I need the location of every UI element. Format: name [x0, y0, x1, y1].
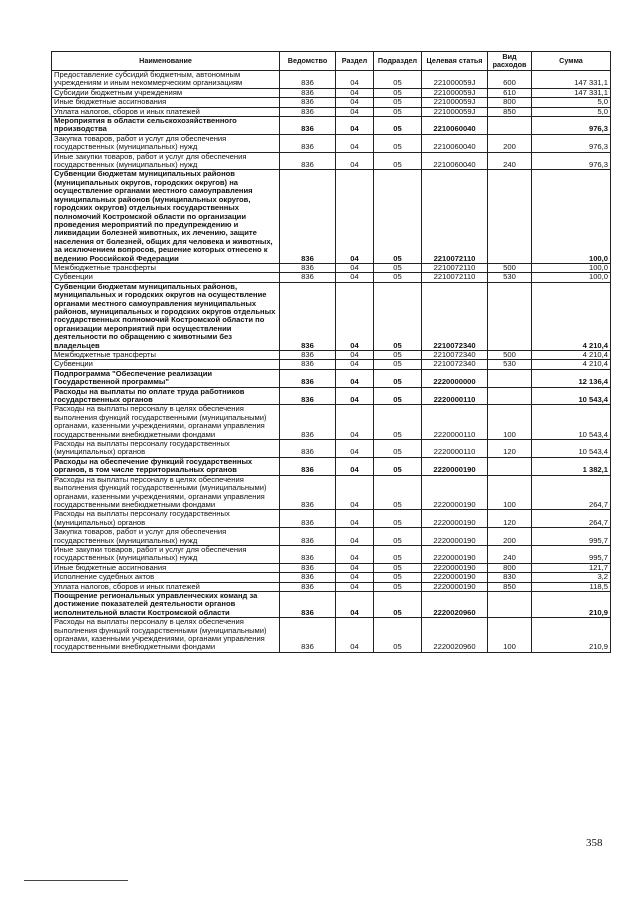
cell-tselevaya-statya: 2210072110 — [422, 263, 488, 272]
cell-tselevaya-statya: 2210072340 — [422, 282, 488, 350]
cell-summa: 100,0 — [532, 273, 611, 282]
table-row — [52, 351, 611, 360]
cell-razdel: 04 — [336, 360, 374, 369]
cell-vedomstvo: 836 — [280, 107, 336, 116]
cell-vid-raskhodov: 500 — [488, 263, 532, 272]
cell-vedomstvo: 836 — [280, 582, 336, 591]
cell-name: Предоставление субсидий бюджетным, автономным учреждениям и иным некоммерческим организациям — [52, 71, 280, 89]
cell-tselevaya-statya: 2220000190 — [422, 510, 488, 528]
table-row — [52, 170, 611, 263]
cell-name: Подпрограмма "Обеспечение реализации Государственной программы" — [52, 369, 280, 387]
cell-summa: 210,9 — [532, 591, 611, 617]
cell-name: Субвенции бюджетам муниципальных районов (муниципальных округов, городских округов) на осуществление органами местного самоуправления муниципальных районов (муниципальных округов, городских округов) отдельных государственных полномочий Костромской области по организации проведения мероприятий по предупреждению и ликвидации болезней животных, их лечению, защите населения от болезней, общих для человека и животных, за исключением вопросов, решение которых отнесено к ведению Российской Федерации — [52, 170, 280, 263]
cell-tselevaya-statya: 2220000000 — [422, 369, 488, 387]
cell-podrazdel: 05 — [374, 387, 422, 405]
header-podrazdel: Подраздел — [374, 52, 422, 71]
cell-razdel: 04 — [336, 457, 374, 475]
cell-tselevaya-statya: 2220000190 — [422, 563, 488, 572]
cell-summa: 4 210,4 — [532, 351, 611, 360]
table-row — [52, 457, 611, 475]
cell-name: Поощрение региональных управленческих команд за достижение показателей деятельности органов исполнительной власти Костромской области — [52, 591, 280, 617]
cell-name: Субсидии бюджетным учреждениям — [52, 88, 280, 97]
cell-podrazdel: 05 — [374, 618, 422, 653]
cell-vid-raskhodov: 100 — [488, 618, 532, 653]
cell-summa: 995,7 — [532, 528, 611, 546]
cell-tselevaya-statya: 2220000190 — [422, 457, 488, 475]
cell-tselevaya-statya: 2220000110 — [422, 387, 488, 405]
cell-vedomstvo: 836 — [280, 563, 336, 572]
cell-summa: 100,0 — [532, 170, 611, 263]
cell-tselevaya-statya: 2210072340 — [422, 351, 488, 360]
cell-name: Субвенции — [52, 273, 280, 282]
cell-razdel: 04 — [336, 351, 374, 360]
cell-name: Расходы на выплаты персоналу в целях обеспечения выполнения функций государственными (муниципальными) органами, казенными учреждениями, органами управления государственными внебюджетными фондами — [52, 405, 280, 440]
cell-name: Расходы на выплаты персоналу государственных (муниципальных) органов — [52, 440, 280, 458]
cell-podrazdel: 05 — [374, 563, 422, 572]
cell-podrazdel: 05 — [374, 369, 422, 387]
cell-vedomstvo: 836 — [280, 618, 336, 653]
cell-podrazdel: 05 — [374, 591, 422, 617]
cell-vedomstvo: 836 — [280, 273, 336, 282]
cell-tselevaya-statya: 2220000110 — [422, 405, 488, 440]
cell-podrazdel: 05 — [374, 98, 422, 107]
header-razdel: Раздел — [336, 52, 374, 71]
cell-podrazdel: 05 — [374, 528, 422, 546]
cell-vid-raskhodov: 850 — [488, 107, 532, 116]
cell-razdel: 04 — [336, 71, 374, 89]
header-vid-raskhodov: Вид расходов — [488, 52, 532, 71]
cell-vedomstvo: 836 — [280, 591, 336, 617]
cell-razdel: 04 — [336, 107, 374, 116]
table-row — [52, 405, 611, 440]
cell-name: Иные закупки товаров, работ и услуг для обеспечения государственных (муниципальных) нужд — [52, 545, 280, 563]
cell-vedomstvo: 836 — [280, 510, 336, 528]
cell-tselevaya-statya: 2210060040 — [422, 134, 488, 152]
table-row — [52, 273, 611, 282]
cell-podrazdel: 05 — [374, 351, 422, 360]
cell-razdel: 04 — [336, 98, 374, 107]
cell-vid-raskhodov: 100 — [488, 405, 532, 440]
cell-name: Мероприятия в области сельскохозяйственного производства — [52, 117, 280, 135]
cell-vedomstvo: 836 — [280, 152, 336, 170]
cell-summa: 976,3 — [532, 117, 611, 135]
cell-summa: 264,7 — [532, 510, 611, 528]
cell-vid-raskhodov — [488, 369, 532, 387]
table-row — [52, 71, 611, 89]
cell-tselevaya-statya: 2220000190 — [422, 573, 488, 582]
cell-podrazdel: 05 — [374, 282, 422, 350]
cell-razdel: 04 — [336, 405, 374, 440]
cell-name: Субвенции бюджетам муниципальных районов, муниципальных и городских округов на осуществление органами местного самоуправления муниципальных районов, муниципальных и городских округов отдельных государственных полномочий Костромской области по организации мероприятий при осуществлении деятельности по обращению с животными без владельцев — [52, 282, 280, 350]
cell-name: Субвенции — [52, 360, 280, 369]
cell-vedomstvo: 836 — [280, 88, 336, 97]
cell-vid-raskhodov: 500 — [488, 351, 532, 360]
header-tselevaya-statya: Целевая статья — [422, 52, 488, 71]
cell-name: Расходы на обеспечение функций государственных органов, в том числе территориальных органов — [52, 457, 280, 475]
cell-name: Расходы на выплаты персоналу государственных (муниципальных) органов — [52, 510, 280, 528]
cell-vedomstvo: 836 — [280, 282, 336, 350]
cell-podrazdel: 05 — [374, 134, 422, 152]
cell-razdel: 04 — [336, 563, 374, 572]
cell-vedomstvo: 836 — [280, 405, 336, 440]
cell-razdel: 04 — [336, 152, 374, 170]
cell-summa: 264,7 — [532, 475, 611, 510]
cell-name: Иные закупки товаров, работ и услуг для обеспечения государственных (муниципальных) нужд — [52, 152, 280, 170]
cell-summa: 5,0 — [532, 98, 611, 107]
cell-vedomstvo: 836 — [280, 528, 336, 546]
cell-vid-raskhodov: 800 — [488, 98, 532, 107]
cell-vedomstvo: 836 — [280, 263, 336, 272]
cell-summa: 3,2 — [532, 573, 611, 582]
cell-summa: 1 382,1 — [532, 457, 611, 475]
cell-podrazdel: 05 — [374, 117, 422, 135]
cell-podrazdel: 05 — [374, 360, 422, 369]
cell-summa: 121,7 — [532, 563, 611, 572]
cell-name: Исполнение судебных актов — [52, 573, 280, 582]
cell-tselevaya-statya: 2210072110 — [422, 273, 488, 282]
cell-podrazdel: 05 — [374, 273, 422, 282]
cell-podrazdel: 05 — [374, 440, 422, 458]
cell-name: Закупка товаров, работ и услуг для обеспечения государственных (муниципальных) нужд — [52, 528, 280, 546]
cell-tselevaya-statya: 221000059J — [422, 98, 488, 107]
cell-tselevaya-statya: 2210060040 — [422, 117, 488, 135]
table-row — [52, 360, 611, 369]
cell-vedomstvo: 836 — [280, 387, 336, 405]
cell-tselevaya-statya: 2220020960 — [422, 591, 488, 617]
cell-name: Расходы на выплаты по оплате труда работников государственных органов — [52, 387, 280, 405]
cell-summa: 147 331,1 — [532, 71, 611, 89]
cell-summa: 995,7 — [532, 545, 611, 563]
cell-podrazdel: 05 — [374, 152, 422, 170]
cell-tselevaya-statya: 2210060040 — [422, 152, 488, 170]
cell-vid-raskhodov — [488, 387, 532, 405]
cell-razdel: 04 — [336, 263, 374, 272]
cell-vid-raskhodov: 240 — [488, 545, 532, 563]
cell-podrazdel: 05 — [374, 545, 422, 563]
table-body — [52, 71, 611, 653]
header-summa: Сумма — [532, 52, 611, 71]
table-row — [52, 618, 611, 653]
footnote-rule — [24, 880, 128, 881]
cell-podrazdel: 05 — [374, 510, 422, 528]
cell-vid-raskhodov: 850 — [488, 582, 532, 591]
table-row — [52, 98, 611, 107]
cell-tselevaya-statya: 2210072110 — [422, 170, 488, 263]
cell-razdel: 04 — [336, 528, 374, 546]
cell-vedomstvo: 836 — [280, 360, 336, 369]
cell-vedomstvo: 836 — [280, 573, 336, 582]
cell-vedomstvo: 836 — [280, 369, 336, 387]
cell-vid-raskhodov — [488, 170, 532, 263]
cell-tselevaya-statya: 2220000190 — [422, 545, 488, 563]
budget-table — [51, 51, 611, 653]
cell-vid-raskhodov: 120 — [488, 510, 532, 528]
cell-summa: 4 210,4 — [532, 282, 611, 350]
cell-tselevaya-statya: 2220000190 — [422, 582, 488, 591]
cell-podrazdel: 05 — [374, 170, 422, 263]
cell-razdel: 04 — [336, 591, 374, 617]
cell-vid-raskhodov: 830 — [488, 573, 532, 582]
cell-podrazdel: 05 — [374, 71, 422, 89]
table-row — [52, 545, 611, 563]
cell-name: Расходы на выплаты персоналу в целях обеспечения выполнения функций государственными (муниципальными) органами, казенными учреждениями, органами управления государственными внебюджетными фондами — [52, 618, 280, 653]
cell-vedomstvo: 836 — [280, 134, 336, 152]
table-row — [52, 134, 611, 152]
table-row — [52, 510, 611, 528]
cell-razdel: 04 — [336, 618, 374, 653]
cell-name: Межбюджетные трансферты — [52, 263, 280, 272]
cell-razdel: 04 — [336, 282, 374, 350]
table-row — [52, 117, 611, 135]
cell-summa: 10 543,4 — [532, 405, 611, 440]
table-row — [52, 475, 611, 510]
cell-name: Межбюджетные трансферты — [52, 351, 280, 360]
cell-tselevaya-statya: 221000059J — [422, 107, 488, 116]
cell-name: Уплата налогов, сборов и иных платежей — [52, 582, 280, 591]
cell-tselevaya-statya: 2210072340 — [422, 360, 488, 369]
cell-razdel: 04 — [336, 510, 374, 528]
cell-vedomstvo: 836 — [280, 475, 336, 510]
cell-vid-raskhodov: 610 — [488, 88, 532, 97]
cell-tselevaya-statya: 221000059J — [422, 88, 488, 97]
cell-summa: 100,0 — [532, 263, 611, 272]
table-header-row — [52, 52, 611, 71]
cell-vid-raskhodov: 100 — [488, 475, 532, 510]
cell-summa: 12 136,4 — [532, 369, 611, 387]
table-row — [52, 573, 611, 582]
cell-razdel: 04 — [336, 369, 374, 387]
cell-podrazdel: 05 — [374, 263, 422, 272]
cell-name: Закупка товаров, работ и услуг для обеспечения государственных (муниципальных) нужд — [52, 134, 280, 152]
cell-vid-raskhodov — [488, 282, 532, 350]
cell-name: Иные бюджетные ассигнования — [52, 98, 280, 107]
cell-name: Уплата налогов, сборов и иных платежей — [52, 107, 280, 116]
header-name: Наименование — [52, 52, 280, 71]
table-row — [52, 369, 611, 387]
cell-vedomstvo: 836 — [280, 117, 336, 135]
cell-razdel: 04 — [336, 545, 374, 563]
cell-summa: 118,5 — [532, 582, 611, 591]
cell-vid-raskhodov: 200 — [488, 134, 532, 152]
table-row — [52, 440, 611, 458]
cell-vid-raskhodov — [488, 591, 532, 617]
cell-vedomstvo: 836 — [280, 71, 336, 89]
cell-vid-raskhodov: 800 — [488, 563, 532, 572]
cell-podrazdel: 05 — [374, 475, 422, 510]
cell-summa: 10 543,4 — [532, 387, 611, 405]
cell-podrazdel: 05 — [374, 107, 422, 116]
cell-razdel: 04 — [336, 273, 374, 282]
cell-razdel: 04 — [336, 170, 374, 263]
cell-vid-raskhodov — [488, 117, 532, 135]
cell-razdel: 04 — [336, 88, 374, 97]
cell-tselevaya-statya: 2220000190 — [422, 475, 488, 510]
cell-razdel: 04 — [336, 440, 374, 458]
cell-podrazdel: 05 — [374, 405, 422, 440]
cell-razdel: 04 — [336, 387, 374, 405]
cell-tselevaya-statya: 2220020960 — [422, 618, 488, 653]
table-row — [52, 152, 611, 170]
cell-podrazdel: 05 — [374, 457, 422, 475]
cell-razdel: 04 — [336, 582, 374, 591]
cell-vid-raskhodov: 240 — [488, 152, 532, 170]
table-row — [52, 528, 611, 546]
cell-summa: 4 210,4 — [532, 360, 611, 369]
table-row — [52, 263, 611, 272]
cell-vid-raskhodov: 530 — [488, 273, 532, 282]
cell-tselevaya-statya: 2220000190 — [422, 528, 488, 546]
cell-vid-raskhodov: 200 — [488, 528, 532, 546]
cell-name: Расходы на выплаты персоналу в целях обеспечения выполнения функций государственными (муниципальными) органами, казенными учреждениями, органами управления государственными внебюджетными фондами — [52, 475, 280, 510]
cell-razdel: 04 — [336, 475, 374, 510]
cell-summa: 147 331,1 — [532, 88, 611, 97]
cell-vedomstvo: 836 — [280, 170, 336, 263]
cell-razdel: 04 — [336, 117, 374, 135]
cell-summa: 976,3 — [532, 134, 611, 152]
cell-podrazdel: 05 — [374, 88, 422, 97]
cell-podrazdel: 05 — [374, 582, 422, 591]
header-vedomstvo: Ведомство — [280, 52, 336, 71]
table-row — [52, 591, 611, 617]
cell-vid-raskhodov: 120 — [488, 440, 532, 458]
cell-vedomstvo: 836 — [280, 351, 336, 360]
page-number: 358 — [586, 837, 603, 849]
cell-name: Иные бюджетные ассигнования — [52, 563, 280, 572]
cell-vid-raskhodov: 600 — [488, 71, 532, 89]
cell-vedomstvo: 836 — [280, 545, 336, 563]
table-row — [52, 387, 611, 405]
cell-summa: 5,0 — [532, 107, 611, 116]
cell-vedomstvo: 836 — [280, 98, 336, 107]
cell-razdel: 04 — [336, 134, 374, 152]
cell-tselevaya-statya: 2220000110 — [422, 440, 488, 458]
cell-summa: 10 543,4 — [532, 440, 611, 458]
cell-tselevaya-statya: 221000059J — [422, 71, 488, 89]
cell-summa: 976,3 — [532, 152, 611, 170]
cell-razdel: 04 — [336, 573, 374, 582]
cell-podrazdel: 05 — [374, 573, 422, 582]
cell-summa: 210,9 — [532, 618, 611, 653]
table-row — [52, 282, 611, 350]
cell-vedomstvo: 836 — [280, 440, 336, 458]
cell-vedomstvo: 836 — [280, 457, 336, 475]
cell-vid-raskhodov: 530 — [488, 360, 532, 369]
cell-vid-raskhodov — [488, 457, 532, 475]
